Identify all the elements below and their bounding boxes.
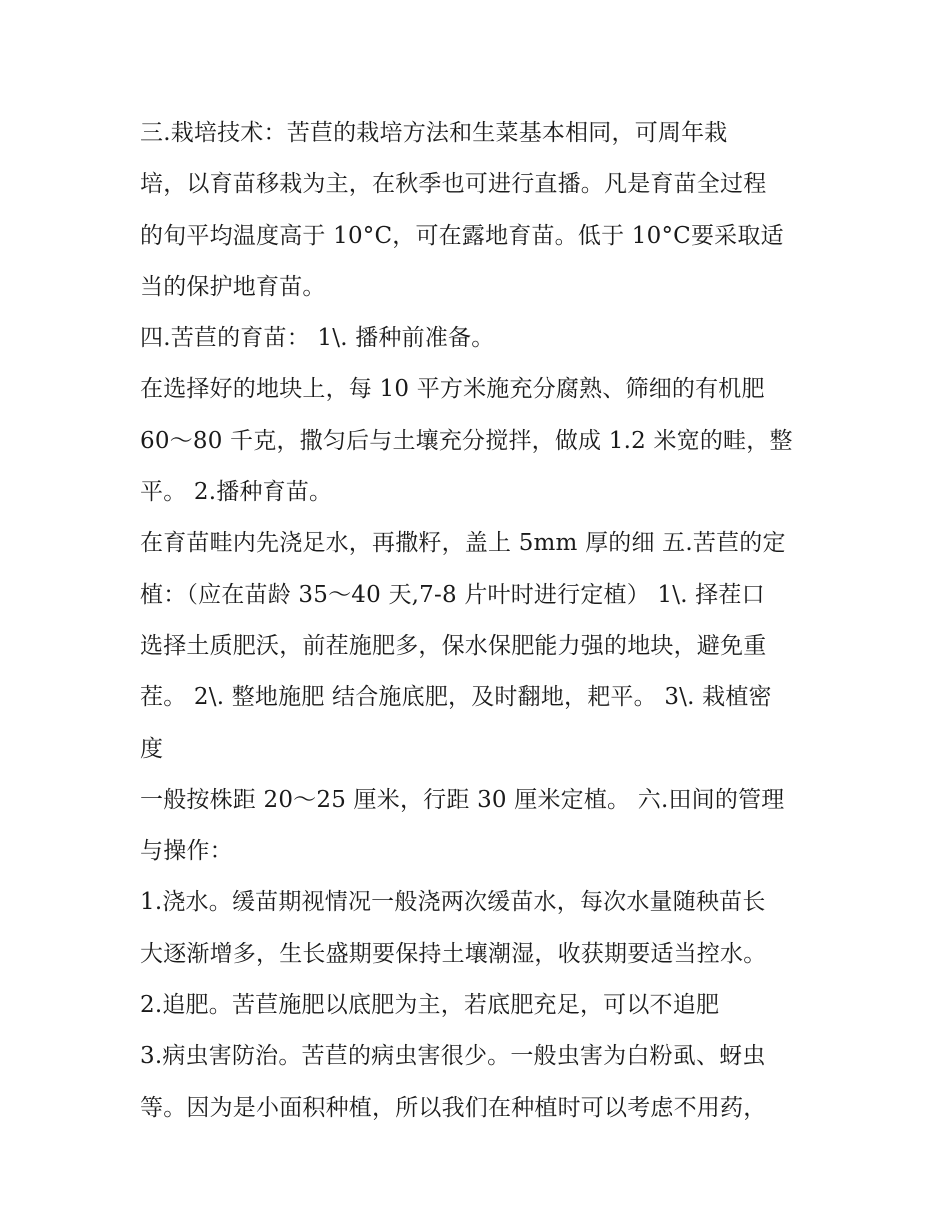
document-body (140, 108, 830, 1134)
text-line-20: 等。因为是小面积种植，所以我们在种植时可以考虑不用药， (140, 1094, 767, 1121)
text-line-19: 3.病虫害防治。苦苣的病虫害很少。一般虫害为白粉虱、蚜虫 (140, 1043, 766, 1070)
text-line-15: 与操作： (140, 838, 233, 865)
text-line-18: 2.追肥。苦苣施肥以底肥为主，若底肥充足，可以不追肥 (140, 992, 720, 1019)
text-line-11: 选择土质肥沃，前茬施肥多，保水保肥能力强的地块，避免重 (140, 632, 767, 659)
text-line-8: 平。 2.播种育苗。 (140, 479, 333, 506)
text-line-13: 度 (140, 735, 164, 762)
text-line-12: 茬。 2\. 整地施肥 结合施底肥，及时翻地，耙平。 3\. 栽植密 (140, 684, 772, 711)
text-line-4: 当的保护地育苗。 (140, 273, 326, 300)
text-line-5: 四.苦苣的育苗： 1\. 播种前准备。 (140, 325, 495, 352)
text-line-3: 的旬平均温度高于 10°C，可在露地育苗。低于 10°C要采取适 (140, 222, 784, 249)
text-line-9: 在育苗畦内先浇足水，再撒籽，盖上 5mm 厚的细 五.苦苣的定 (140, 530, 786, 557)
text-line-2: 培，以育苗移栽为主，在秋季也可进行直播。凡是育苗全过程 (140, 171, 767, 198)
text-line-14: 一般按株距 20～25 厘米，行距 30 厘米定植。 六.田间的管理 (140, 786, 785, 813)
text-line-17: 大逐渐增多，生长盛期要保持土壤潮湿，收获期要适当控水。 (140, 940, 767, 967)
text-line-16: 1.浇水。缓苗期视情况一般浇两次缓苗水，每次水量随秧苗长 (140, 889, 766, 916)
text-line-6: 在选择好的地块上，每 10 平方米施充分腐熟、筛细的有机肥 (140, 376, 765, 403)
text-line-7: 60～80 千克，撒匀后与土壤充分搅拌，做成 1.2 米宽的畦，整 (140, 427, 793, 454)
text-line-10: 植：（应在苗龄 35～40 天,7-8 片叶时进行定植） 1\. 择茬口 (140, 581, 765, 608)
text-line-1: 三.栽培技术：苦苣的栽培方法和生菜基本相同，可周年栽 (140, 120, 728, 146)
